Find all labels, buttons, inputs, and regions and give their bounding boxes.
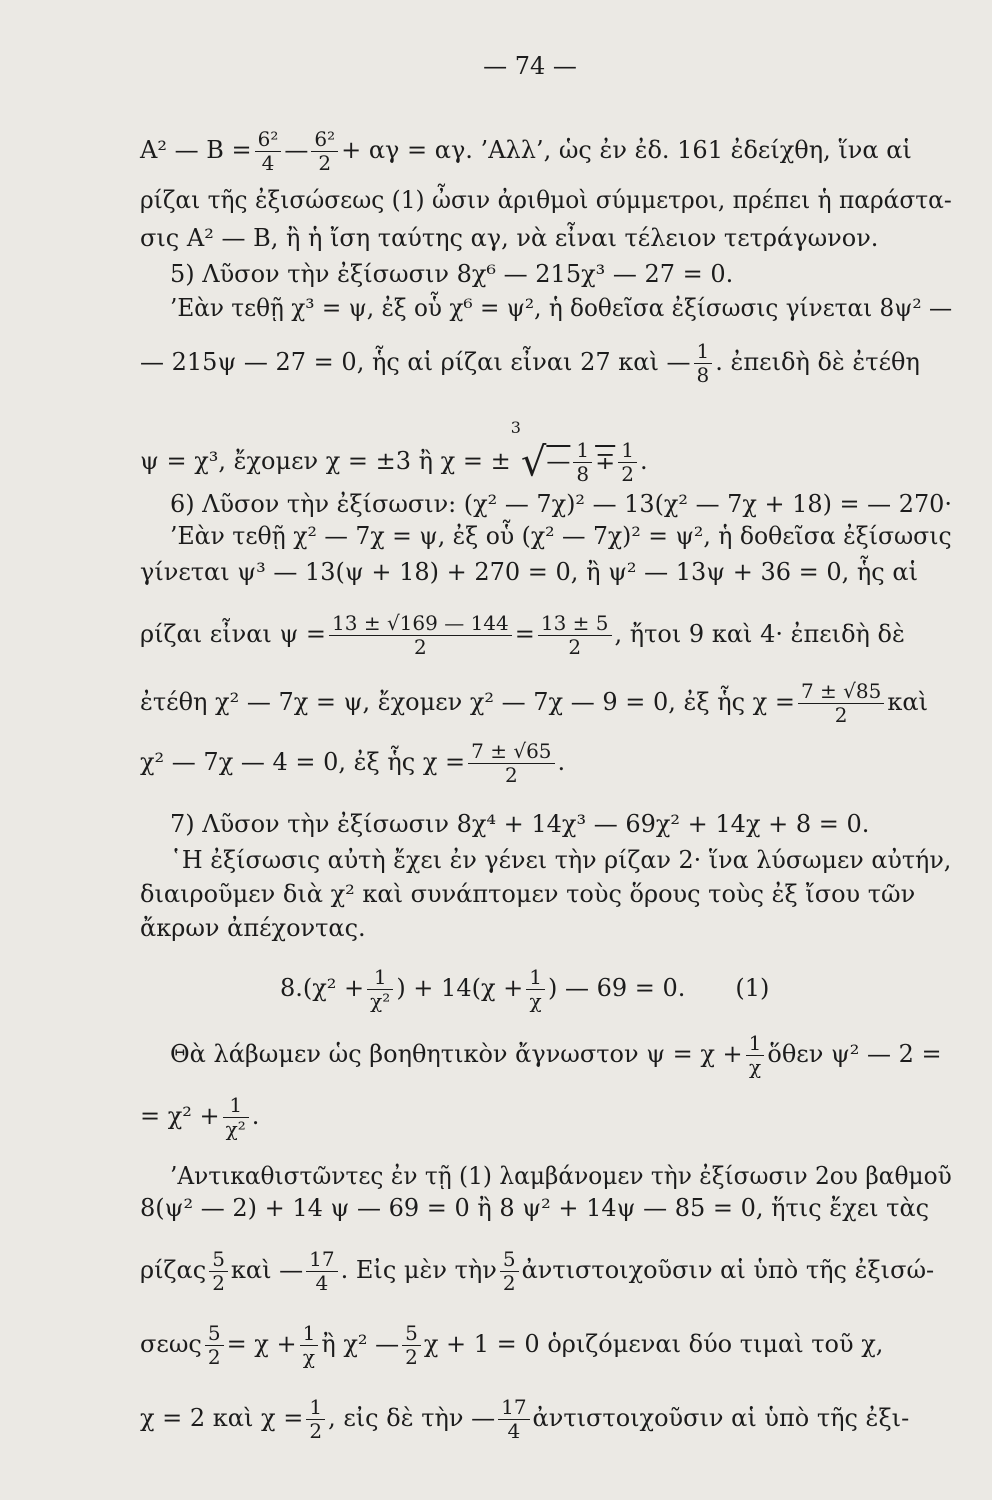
fraction-denominator: χ	[302, 1345, 316, 1369]
text-line-10: γίνεται ψ³ — 13(ψ + 18) + 270 = 0, ἢ ψ² — 13ψ + 36 = 0, ἧς αἱ	[140, 558, 918, 586]
fraction	[498, 1396, 529, 1443]
text-segment: ρίζαι εἶναι ψ =	[140, 620, 327, 648]
fraction	[255, 128, 282, 175]
text-segment: σεως	[140, 1330, 202, 1358]
fraction-denominator: 2	[568, 635, 582, 659]
text-line-8: 6) Λῦσον τὴν ἐξίσωσιν: (χ² — 7χ)² — 13(χ² — 7χ + 18) = — 270·	[170, 490, 953, 518]
fraction	[526, 966, 545, 1013]
text-segment: —	[546, 447, 571, 475]
fraction-denominator: 2	[212, 1271, 225, 1295]
text-line-16: διαιροῦμεν διὰ χ² καὶ συνάπτομεν τοὺς ὅρους τοὺς ἐξ ἴσου τῶν	[140, 880, 916, 908]
text-segment: ἀντιστοιχοῦσιν αἱ ὑπὸ τῆς ἐξισώ-	[521, 1256, 935, 1284]
text-segment: —	[284, 136, 309, 164]
text-line-2: ρίζαι τῆς ἐξισώσεως (1) ὦσιν ἀριθμοὶ σύμμετροι, πρέπει ἡ παράστα-	[140, 186, 952, 214]
text-line-6	[140, 340, 920, 387]
text-segment: ἐτέθη χ² — 7χ = ψ, ἔχομεν χ² — 7χ — 9 = 0, ἐξ ἧς χ =	[140, 688, 795, 716]
fraction-denominator: χ	[529, 989, 542, 1013]
fraction-denominator: χ²	[370, 989, 391, 1013]
fraction-denominator: 2	[414, 635, 427, 659]
text-line-19	[170, 1032, 942, 1079]
text-line-12	[140, 680, 928, 727]
fraction-denominator: 8	[696, 363, 710, 387]
text-line-1	[140, 128, 912, 175]
radical-sign: √	[520, 439, 547, 486]
text-line-23	[140, 1248, 934, 1295]
fraction-numerator: 1	[300, 1322, 319, 1346]
fraction-denominator: χ	[748, 1055, 762, 1079]
fraction	[798, 680, 884, 727]
text-line-11	[140, 612, 905, 659]
text-segment: καὶ	[887, 688, 928, 716]
text-line-13: χ² — 7χ — 4 = 0, ἐξ ἧς χ = $\frac{7 \pm √65}{2}$ .	[140, 739, 566, 787]
fraction-numerator: 1	[526, 966, 545, 990]
root-index: 3	[510, 418, 521, 437]
fraction-numerator: 1	[618, 439, 637, 463]
fraction-numerator: 6²	[311, 128, 338, 152]
text-line-24	[140, 1322, 883, 1369]
radicand	[546, 438, 640, 486]
fraction-numerator: 7 ± √65	[468, 740, 554, 764]
fraction-denominator: 2	[207, 1345, 221, 1369]
fraction-denominator: 8	[576, 462, 590, 486]
fraction-denominator: 2	[318, 151, 332, 175]
text-segment: Θὰ λάβωμεν ὡς βοηθητικὸν ἄγνωστον ψ = χ +	[170, 1040, 743, 1068]
text-segment: χ = 2 καὶ χ =	[140, 1404, 304, 1432]
text-segment: ὅθεν ψ² — 2 =	[767, 1040, 942, 1068]
text-segment: , εἰς δὲ τὴν —	[328, 1404, 496, 1432]
fraction-denominator: 4	[507, 1419, 521, 1443]
text-segment: — 215ψ — 27 = 0, ἧς αἱ ρίζαι εἶναι 27 καὶ —	[140, 348, 691, 376]
fraction-denominator: 4	[315, 1271, 329, 1295]
fraction	[468, 740, 554, 787]
text-segment: ἀντιστοιχοῦσιν αἱ ὑπὸ τῆς ἐξι-	[532, 1404, 910, 1432]
fraction-numerator: 1	[694, 340, 713, 364]
fraction	[573, 439, 592, 486]
text-line-17: ἄκρων ἀπέχοντας.	[140, 914, 366, 942]
fraction-numerator: 13 ± 5	[538, 612, 612, 636]
text-line-20: = χ² + $\frac{1}{\text{χ²}}$ .	[140, 1093, 260, 1141]
text-segment: A² — B =	[140, 136, 252, 164]
text-line-9: ’Εὰν τεθῇ χ² — 7χ = ψ, ἐξ οὗ (χ² — 7χ)² = ψ², ἡ δοθεῖσα ἐξίσωσις	[170, 522, 952, 550]
text-line-5: ’Εὰν τεθῇ χ³ = ψ, ἐξ οὗ χ⁶ = ψ², ἡ δοθεῖσα ἐξίσωσις γίνεται 8ψ² —	[170, 294, 953, 322]
fraction-numerator: 7 ± √85	[798, 680, 884, 704]
fraction-numerator: 1	[573, 439, 592, 463]
fraction-numerator: 5	[205, 1322, 224, 1346]
text-segment: = χ +	[226, 1330, 297, 1358]
text-segment: ἢ χ² —	[321, 1330, 400, 1358]
fraction-numerator: 5	[500, 1248, 519, 1272]
fraction-denominator: 2	[309, 1419, 323, 1443]
fraction	[538, 612, 612, 659]
fraction	[367, 966, 393, 1013]
fraction-numerator: 5	[209, 1248, 228, 1272]
text-line-7: ψ = χ³, ἔχομεν χ = ±3 ἢ χ = ±$^3$√— $\frac{1}{8}$ ∓ $\frac{1}{2}$ .	[140, 418, 648, 486]
text-segment: χ² — 7χ — 4 = 0, ἐξ ἧς χ =	[140, 748, 466, 776]
fraction-denominator: 4	[261, 151, 275, 175]
fraction	[500, 1248, 519, 1295]
text-segment: . ἐπειδὴ δὲ ἐτέθη	[715, 348, 920, 376]
fraction	[329, 612, 512, 659]
fraction-denominator: 2	[504, 763, 518, 787]
fraction	[209, 1248, 228, 1295]
text-segment: χ + 1 = 0 ὁριζόμεναι δύο τιμαὶ τοῦ χ,	[423, 1330, 884, 1358]
fraction-numerator: 1	[746, 1032, 765, 1056]
text-segment: . Εἰς μὲν τὴν	[340, 1256, 497, 1284]
fraction-numerator: 1	[367, 966, 393, 990]
text-segment: + αγ = αγ. ’Αλλ’, ὡς ἐν ἐδ. 161 ἐδείχθη, ἵνα αἱ	[341, 136, 912, 164]
text-line-4: 5) Λῦσον τὴν ἐξίσωσιν 8χ⁶ — 215χ³ — 27 = 0.	[170, 260, 734, 288]
text-segment: ) + 14(χ +	[396, 974, 524, 1002]
fraction-denominator: 2	[405, 1345, 418, 1369]
text-segment: καὶ —	[230, 1256, 304, 1284]
text-segment: 8.(χ² +	[280, 974, 365, 1002]
fraction-numerator: 6²	[255, 128, 282, 152]
fraction-numerator: 17	[498, 1396, 529, 1420]
fraction	[618, 439, 637, 486]
fraction	[694, 340, 713, 387]
text-line-25	[140, 1396, 909, 1443]
equation-1	[280, 966, 769, 1013]
fraction-numerator: 13 ± √169 — 144	[329, 612, 512, 636]
fraction-numerator: 17	[306, 1248, 337, 1272]
text-line-22: 8(ψ² — 2) + 14 ψ — 69 = 0 ἢ 8 ψ² + 14ψ — 85 = 0, ἥτις ἔχει τὰς	[140, 1194, 930, 1222]
text-line-14: 7) Λῦσον τὴν ἐξίσωσιν 8χ⁴ + 14χ³ — 69χ² + 14χ + 8 = 0.	[170, 810, 870, 838]
text-line-15: ῾Η ἐξίσωσις αὐτὴ ἔχει ἐν γένει τὴν ρίζαν 2· ἵνα λύσωμεν αὐτήν,	[170, 846, 952, 874]
fraction	[306, 1248, 337, 1295]
equation-tag: (1)	[735, 974, 770, 1002]
page-number: — 74 —	[483, 52, 577, 80]
text-segment: ∓	[595, 447, 616, 475]
fraction-denominator: 2	[502, 1271, 516, 1295]
text-segment: ρίζας	[140, 1256, 207, 1284]
fraction-numerator: 1	[306, 1396, 325, 1420]
text-segment: , ἤτοι 9 καὶ 4· ἐπειδὴ δὲ	[614, 620, 905, 648]
fraction	[300, 1322, 319, 1369]
fraction	[402, 1322, 421, 1369]
text-line-21: ’Αντικαθιστῶντες ἐν τῇ (1) λαμβάνομεν τὴν ἐξίσωσιν 2ου βαθμοῦ	[170, 1162, 952, 1190]
fraction	[306, 1396, 325, 1443]
text-segment: = χ² +	[140, 1102, 220, 1130]
text-segment: ) — 69 = 0.	[547, 974, 686, 1002]
fraction	[746, 1032, 765, 1079]
fraction-numerator: 5	[402, 1322, 421, 1346]
text-segment: ψ = χ³, ἔχομεν χ = ±3 ἢ χ = ±	[140, 447, 511, 475]
fraction-denominator: 2	[621, 462, 634, 486]
fraction-denominator: 2	[834, 703, 848, 727]
fraction	[311, 128, 338, 175]
fraction-numerator: 1	[223, 1094, 249, 1118]
fraction	[205, 1322, 224, 1369]
text-segment: =	[514, 620, 535, 648]
fraction-denominator: χ²	[225, 1117, 246, 1141]
fraction	[223, 1094, 249, 1141]
text-line-3: σις A² — B, ἢ ἡ ἴση ταύτης αγ, νὰ εἶναι τέλειον τετράγωνον.	[140, 224, 879, 252]
